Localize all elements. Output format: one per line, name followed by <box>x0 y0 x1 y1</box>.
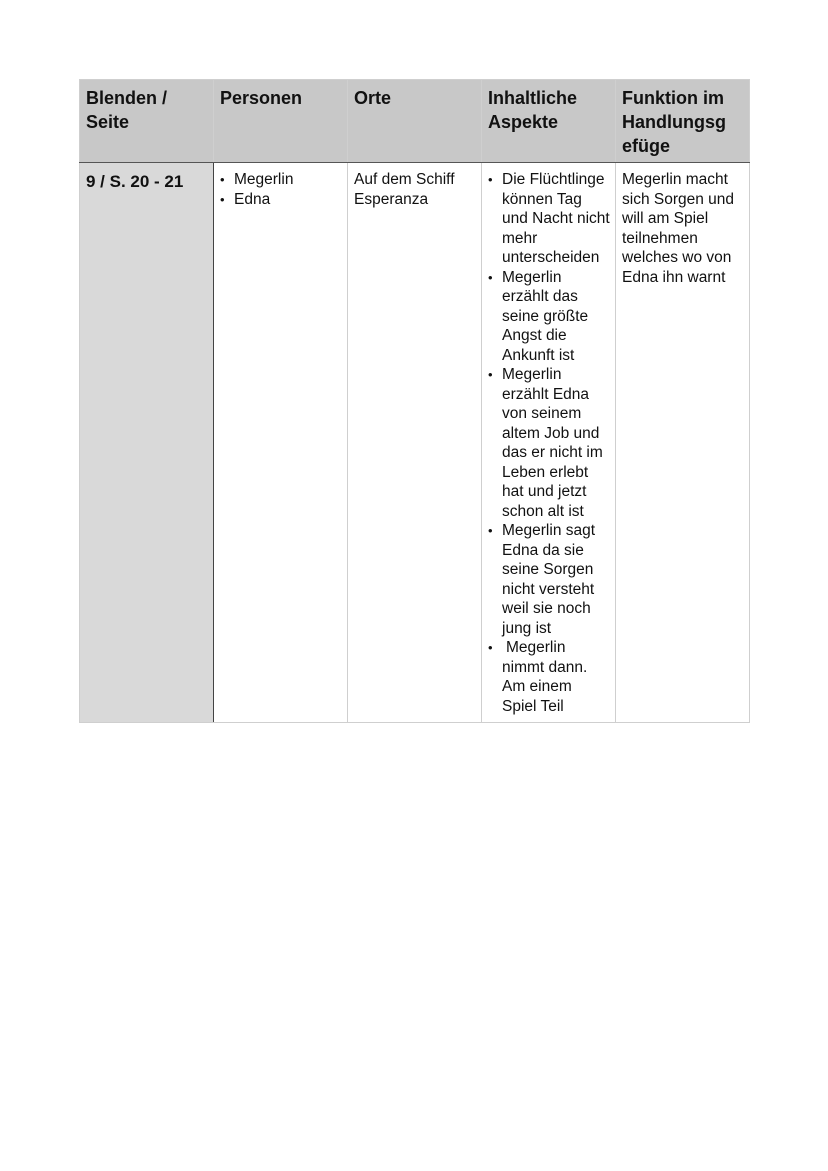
header-aspekte: Inhaltliche Aspekte <box>482 80 616 163</box>
cell-aspekte <box>482 163 616 723</box>
list-item: • Die Flüchtlinge können Tag und Nacht nicht mehr unterscheiden <box>488 170 610 268</box>
header-orte: Orte <box>348 80 482 163</box>
table-row <box>80 163 750 723</box>
list-item: • Megerlin sagt Edna da sie seine Sorgen nicht versteht weil sie noch jung ist <box>488 521 610 638</box>
list-item: • Megerlin <box>220 170 342 190</box>
table-body <box>80 163 750 723</box>
aspekte-list <box>488 170 610 716</box>
personen-list <box>220 170 342 209</box>
header-funktion: Funktion im Handlungsg efüge <box>616 80 750 163</box>
list-item: • Edna <box>220 190 342 210</box>
cell-orte: Auf dem Schiff Esperanza <box>348 163 482 723</box>
header-personen: Personen <box>214 80 348 163</box>
list-item: • Megerlin erzählt Edna von seinem altem Job und das er nicht im Leben erlebt hat und jetzt schon alt ist <box>488 365 610 521</box>
list-item <box>488 638 610 716</box>
list-item: • Megerlin erzählt das seine größte Angst die Ankunft ist <box>488 268 610 366</box>
cell-funktion: Megerlin macht sich Sorgen und will am Spiel teilnehmen welches wo von Edna ihn warnt <box>616 163 750 723</box>
table-header <box>80 80 750 163</box>
list-item-text: Megerlin nimmt dann. Am einem Spiel Teil <box>502 639 588 715</box>
header-row <box>80 80 750 163</box>
cell-personen <box>214 163 348 723</box>
header-blenden: Blenden / Seite <box>80 80 214 163</box>
cell-blende: 9 / S. 20 - 21 <box>80 163 214 723</box>
analysis-table <box>79 79 750 723</box>
